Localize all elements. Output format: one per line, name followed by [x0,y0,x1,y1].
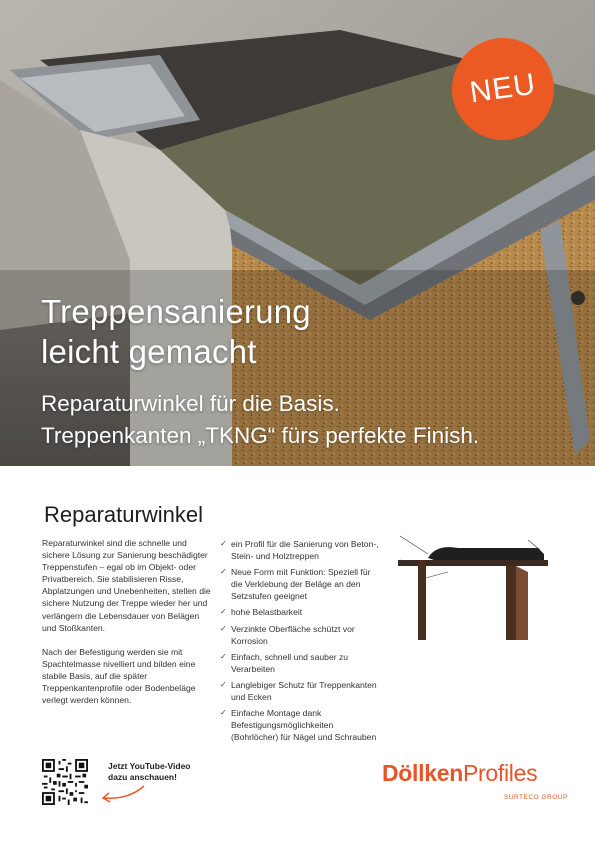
feature-text: Einfache Montage dank Befestigungsmöglichkeiten (Bohrlöcher) für Nägel und Schrauben [231,708,377,743]
description-paragraph-2: Nach der Befestigung werden sie mit Spachtelmasse nivelliert und bilden eine stabile Basis, auf die später Treppenkantenprofile oder Bodenbeläge verlegt werden können. [42,646,196,706]
description-paragraph-1: Reparaturwinkel sind die schnelle und sichere Lösung zur Sanierung beschädigter Treppenstufen – egal ob im Objekt- oder Privatbereich. Sie stabilisieren Risse, Abplatzungen und Unebenheiten, stellen die sichere Nutzung der Treppe wieder her und verlängern die Lebensdauer von Belägen und Stoßkanten. [42,538,211,633]
feature-item [220,623,382,647]
brand-logo-part1: Döllken [382,760,463,786]
description [42,537,214,718]
leader-line [400,536,428,554]
qr-code[interactable] [42,759,88,805]
check-icon: ✓ [220,679,227,689]
feature-item [220,651,382,675]
feature-text: ein Profil für die Sanierung von Beton-, Stein- und Holztreppen [231,539,379,562]
hero-title [41,292,311,372]
hero-subtitle-line1: Reparaturwinkel für die Basis. [41,391,340,416]
brand-logo-subline: SURTECO GROUP [504,794,568,801]
arrow-left-icon [98,782,148,806]
section-title: Reparaturwinkel [44,502,203,527]
youtube-callout: Jetzt YouTube-Video dazu anschauen! [108,761,191,782]
feature-text: Verzinkte Oberfläche schützt vor Korrosion [231,623,355,646]
feature-item [220,566,382,602]
check-icon: ✓ [220,567,227,577]
check-icon: ✓ [220,539,227,548]
brand-logo-part2: Profiles [462,760,538,786]
feature-item [220,679,382,703]
feature-text: hohe Belastbarkeit [231,607,303,618]
feature-text: Neue Form mit Funktion: Speziell für die Verklebung der Beläge an den Setzstufen geeignet [231,567,371,602]
hero-title-line2: leicht gemacht [41,333,257,370]
profile-diagram [388,530,558,650]
brand-logo [382,760,568,801]
hero-subtitle [41,388,479,452]
check-icon: ✓ [220,708,227,718]
feature-text: Einfach, schnell und sauber zu Verarbeiten [231,651,349,674]
hero-title-line1: Treppensanierung [41,293,311,330]
hero-subtitle-line2: Treppenkanten „TKNG“ fürs perfekte Finish. [41,423,480,448]
check-icon: ✓ [220,623,227,633]
new-badge: NEU [445,31,560,146]
check-icon: ✓ [220,651,227,661]
feature-text: Langlebiger Schutz für Treppenkanten und Ecken [231,679,377,703]
brand-logo-text [382,760,562,787]
check-icon: ✓ [220,607,227,617]
feature-item [220,707,382,743]
feature-list [220,538,382,747]
feature-item [220,538,382,562]
feature-item [220,606,382,618]
